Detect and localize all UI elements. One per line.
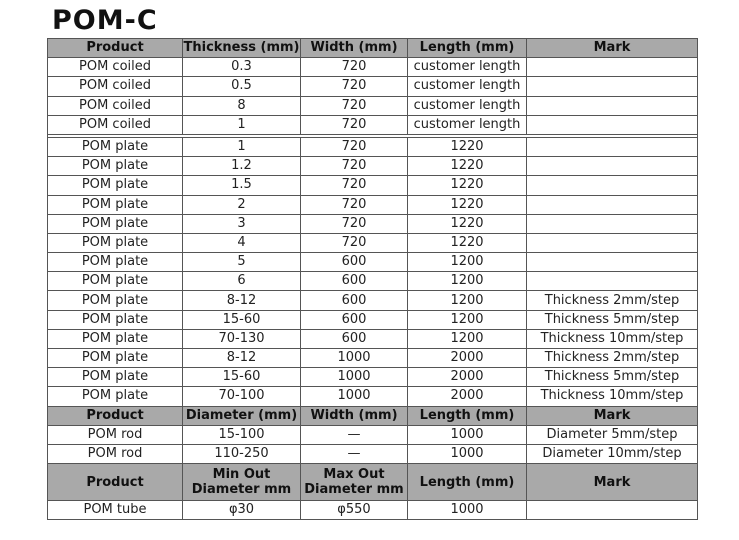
cell-size: 3 bbox=[183, 214, 301, 233]
cell-length: 1220 bbox=[408, 233, 527, 252]
cell-product: POM rod bbox=[48, 444, 183, 463]
cell-mark: Thickness 10mm/step bbox=[527, 329, 698, 348]
cell-product: POM plate bbox=[48, 137, 183, 156]
table-row bbox=[48, 387, 698, 406]
table-row bbox=[48, 233, 698, 252]
cell-size: 0.5 bbox=[183, 77, 301, 96]
cell-size: 5 bbox=[183, 253, 301, 272]
cell-size: 0.3 bbox=[183, 58, 301, 77]
cell-length: 1000 bbox=[408, 444, 527, 463]
table-header-row bbox=[48, 406, 698, 425]
table-row bbox=[48, 195, 698, 214]
cell-product: POM plate bbox=[48, 233, 183, 252]
cell-product: POM coiled bbox=[48, 58, 183, 77]
cell-product: POM plate bbox=[48, 387, 183, 406]
cell-size: 8-12 bbox=[183, 349, 301, 368]
cell-length: customer length bbox=[408, 77, 527, 96]
table-row bbox=[48, 115, 698, 134]
cell-length: 1200 bbox=[408, 310, 527, 329]
cell-mark: Thickness 2mm/step bbox=[527, 291, 698, 310]
table-row bbox=[48, 425, 698, 444]
cell-mark bbox=[527, 96, 698, 115]
header-product: Product bbox=[48, 464, 183, 501]
cell-length: 1220 bbox=[408, 176, 527, 195]
cell-length: 1220 bbox=[408, 214, 527, 233]
cell-width: — bbox=[301, 444, 408, 463]
cell-length: 1200 bbox=[408, 329, 527, 348]
cell-mark: Thickness 5mm/step bbox=[527, 310, 698, 329]
cell-width: 720 bbox=[301, 157, 408, 176]
cell-width: 1000 bbox=[301, 387, 408, 406]
cell-size: 8-12 bbox=[183, 291, 301, 310]
cell-product: POM coiled bbox=[48, 115, 183, 134]
header-size: Thickness (mm) bbox=[183, 39, 301, 58]
header-product: Product bbox=[48, 406, 183, 425]
cell-length: 1200 bbox=[408, 291, 527, 310]
cell-length: 2000 bbox=[408, 349, 527, 368]
cell-size: 1.5 bbox=[183, 176, 301, 195]
table-row bbox=[48, 349, 698, 368]
table-row bbox=[48, 329, 698, 348]
cell-size: 4 bbox=[183, 233, 301, 252]
cell-length: 2000 bbox=[408, 368, 527, 387]
cell-length: 1220 bbox=[408, 157, 527, 176]
cell-mark bbox=[527, 501, 698, 520]
cell-size: 2 bbox=[183, 195, 301, 214]
cell-width: 720 bbox=[301, 58, 408, 77]
cell-product: POM plate bbox=[48, 157, 183, 176]
cell-product: POM plate bbox=[48, 291, 183, 310]
pom-c-spec-table bbox=[47, 38, 698, 520]
cell-mark: Diameter 10mm/step bbox=[527, 444, 698, 463]
table-row bbox=[48, 58, 698, 77]
cell-width: 720 bbox=[301, 176, 408, 195]
cell-product: POM plate bbox=[48, 329, 183, 348]
header-width: Width (mm) bbox=[301, 39, 408, 58]
cell-size: 15-100 bbox=[183, 425, 301, 444]
table-row bbox=[48, 310, 698, 329]
cell-width: 1000 bbox=[301, 368, 408, 387]
cell-mark bbox=[527, 272, 698, 291]
cell-product: POM rod bbox=[48, 425, 183, 444]
header-product: Product bbox=[48, 39, 183, 58]
table-row bbox=[48, 368, 698, 387]
cell-width: 720 bbox=[301, 137, 408, 156]
header-length: Length (mm) bbox=[408, 39, 527, 58]
cell-width: 720 bbox=[301, 233, 408, 252]
cell-length: 2000 bbox=[408, 387, 527, 406]
cell-mark bbox=[527, 77, 698, 96]
cell-width: 600 bbox=[301, 253, 408, 272]
cell-mark bbox=[527, 253, 698, 272]
cell-product: POM plate bbox=[48, 368, 183, 387]
table-row bbox=[48, 77, 698, 96]
table-header-row bbox=[48, 464, 698, 501]
cell-width: φ550 bbox=[301, 501, 408, 520]
cell-size: 8 bbox=[183, 96, 301, 115]
cell-product: POM plate bbox=[48, 310, 183, 329]
cell-product: POM plate bbox=[48, 253, 183, 272]
cell-width: 720 bbox=[301, 115, 408, 134]
cell-length: 1220 bbox=[408, 137, 527, 156]
cell-size: 1 bbox=[183, 115, 301, 134]
cell-product: POM plate bbox=[48, 214, 183, 233]
header-length: Length (mm) bbox=[408, 464, 527, 501]
cell-length: 1200 bbox=[408, 272, 527, 291]
cell-width: 720 bbox=[301, 214, 408, 233]
header-width: Width (mm) bbox=[301, 406, 408, 425]
cell-product: POM plate bbox=[48, 195, 183, 214]
cell-width: 720 bbox=[301, 77, 408, 96]
cell-size: 110-250 bbox=[183, 444, 301, 463]
cell-width: 600 bbox=[301, 291, 408, 310]
table-row bbox=[48, 272, 698, 291]
cell-mark: Thickness 2mm/step bbox=[527, 349, 698, 368]
cell-size: 70-130 bbox=[183, 329, 301, 348]
cell-size: 70-100 bbox=[183, 387, 301, 406]
table-row bbox=[48, 214, 698, 233]
cell-length: 1220 bbox=[408, 195, 527, 214]
header-size: Diameter (mm) bbox=[183, 406, 301, 425]
cell-size: 1.2 bbox=[183, 157, 301, 176]
page-title: POM-C bbox=[52, 5, 158, 36]
cell-width: 600 bbox=[301, 329, 408, 348]
cell-mark bbox=[527, 115, 698, 134]
cell-product: POM plate bbox=[48, 349, 183, 368]
table-row bbox=[48, 176, 698, 195]
cell-width: 1000 bbox=[301, 349, 408, 368]
header-mark: Mark bbox=[527, 464, 698, 501]
cell-width: — bbox=[301, 425, 408, 444]
cell-product: POM tube bbox=[48, 501, 183, 520]
cell-size: 6 bbox=[183, 272, 301, 291]
cell-mark bbox=[527, 176, 698, 195]
cell-length: customer length bbox=[408, 58, 527, 77]
cell-mark bbox=[527, 157, 698, 176]
cell-size: 15-60 bbox=[183, 368, 301, 387]
table-row bbox=[48, 157, 698, 176]
cell-size: 1 bbox=[183, 137, 301, 156]
header-mark: Mark bbox=[527, 406, 698, 425]
cell-length: 1000 bbox=[408, 425, 527, 444]
table-row bbox=[48, 96, 698, 115]
cell-size: φ30 bbox=[183, 501, 301, 520]
table-row bbox=[48, 253, 698, 272]
cell-length: 1200 bbox=[408, 253, 527, 272]
cell-mark bbox=[527, 233, 698, 252]
table-row bbox=[48, 291, 698, 310]
header-mark: Mark bbox=[527, 39, 698, 58]
cell-mark: Diameter 5mm/step bbox=[527, 425, 698, 444]
header-width: Max Out Diameter mm bbox=[301, 464, 408, 501]
cell-product: POM plate bbox=[48, 176, 183, 195]
table-row bbox=[48, 137, 698, 156]
cell-length: customer length bbox=[408, 115, 527, 134]
table-header-row bbox=[48, 39, 698, 58]
cell-product: POM plate bbox=[48, 272, 183, 291]
cell-mark bbox=[527, 137, 698, 156]
cell-product: POM coiled bbox=[48, 77, 183, 96]
cell-width: 600 bbox=[301, 272, 408, 291]
cell-mark bbox=[527, 195, 698, 214]
cell-width: 720 bbox=[301, 195, 408, 214]
cell-length: 1000 bbox=[408, 501, 527, 520]
cell-mark bbox=[527, 214, 698, 233]
cell-length: customer length bbox=[408, 96, 527, 115]
header-size: Min Out Diameter mm bbox=[183, 464, 301, 501]
cell-width: 600 bbox=[301, 310, 408, 329]
cell-width: 720 bbox=[301, 96, 408, 115]
header-length: Length (mm) bbox=[408, 406, 527, 425]
table-row bbox=[48, 444, 698, 463]
cell-product: POM coiled bbox=[48, 96, 183, 115]
table-row bbox=[48, 501, 698, 520]
cell-mark: Thickness 5mm/step bbox=[527, 368, 698, 387]
cell-size: 15-60 bbox=[183, 310, 301, 329]
cell-mark: Thickness 10mm/step bbox=[527, 387, 698, 406]
cell-mark bbox=[527, 58, 698, 77]
